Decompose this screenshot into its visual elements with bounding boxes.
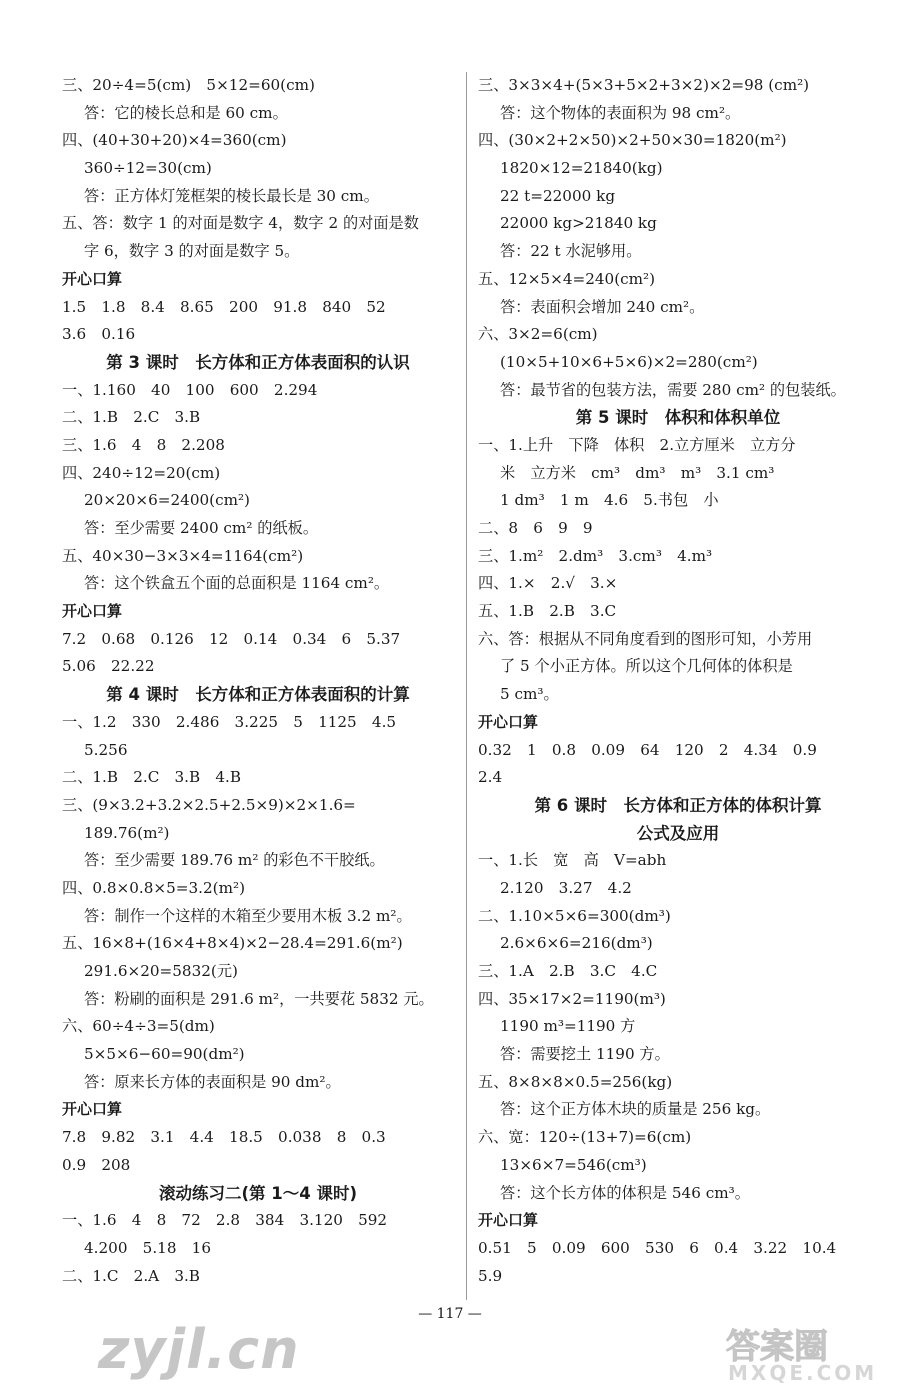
answer-line: 五、答：数字 1 的对面是数字 4，数字 2 的对面是数	[62, 214, 419, 233]
answer-line: 二、1.B 2.C 3.B 4.B	[62, 768, 242, 787]
answer-line: 二、1.10×5×6=300(dm³)	[478, 906, 671, 925]
answer-line: 一、1.6 4 8 72 2.8 384 3.120 592	[62, 1211, 388, 1230]
answer-line: 答：需要挖土 1190 方。	[500, 1045, 670, 1064]
answer-line: 2.6×6×6=216(dm³)	[500, 934, 653, 953]
mental-math-label: 开心口算	[478, 1211, 539, 1230]
answer-line: 答：至少需要 2400 cm² 的纸板。	[84, 519, 319, 537]
answer-line: 5×5×6−60=90(dm²)	[84, 1045, 245, 1064]
answer-line: 1.5 1.8 8.4 8.65 200 91.8 840 52	[62, 297, 386, 316]
answer-line: 0.9 208	[62, 1155, 131, 1174]
answer-line: 答：这个铁盒五个面的总面积是 1164 cm²。	[84, 574, 390, 593]
answer-line: 答：原来长方体的表面积是 90 dm²。	[84, 1072, 341, 1091]
answer-line: 六、60÷4÷3=5(dm)	[62, 1017, 215, 1036]
answer-line: 360÷12=30(cm)	[84, 159, 212, 178]
answer-line: 答：这个物体的表面积为 98 cm²。	[500, 103, 741, 122]
section-heading: 第 6 课时 长方体和正方体的体积计算	[534, 795, 822, 815]
answer-line: 四、0.8×0.8×5=3.2(m²)	[62, 878, 246, 897]
answer-line: 三、20÷4=5(cm) 5×12=60(cm)	[62, 76, 315, 94]
answer-line: 291.6×20=5832(元)	[84, 962, 238, 980]
column-divider	[466, 72, 467, 1300]
answer-line: 22000 kg>21840 kg	[500, 214, 657, 233]
answer-line: 7.8 9.82 3.1 4.4 18.5 0.038 8 0.3	[62, 1128, 386, 1147]
answer-line: 三、1.A 2.B 3.C 4.C	[478, 962, 658, 980]
answer-line: 三、(9×3.2+3.2×2.5+2.5×9)×2×1.6=	[62, 795, 356, 814]
left-column	[62, 72, 454, 1290]
answer-line: 答：这个正方体木块的质量是 256 kg。	[500, 1100, 771, 1119]
answer-line: 字 6，数字 3 的对面是数字 5。	[84, 242, 300, 261]
answer-line: 二、1.C 2.A 3.B	[62, 1266, 200, 1285]
answer-line: 四、35×17×2=1190(m³)	[478, 989, 666, 1008]
answer-line: 四、(30×2+2×50)×2+50×30=1820(m²)	[478, 131, 787, 150]
answer-line: 答：粉刷的面积是 291.6 m²，一共要花 5832 元。	[84, 989, 434, 1008]
answer-line: 0.32 1 0.8 0.09 64 120 2 4.34 0.9	[478, 740, 817, 759]
watermark-logo-text: 答案圈	[726, 1327, 828, 1367]
watermark-zyjl: zyjl.cn	[98, 1318, 300, 1381]
answer-line: 20×20×6=2400(cm²)	[84, 491, 250, 510]
answer-line: (10×5+10×6+5×6)×2=280(cm²)	[500, 352, 758, 371]
mental-math-label: 开心口算	[62, 602, 123, 621]
answer-line: 五、16×8+(16×4+8×4)×2−28.4=291.6(m²)	[62, 934, 403, 953]
answer-line: 六、3×2=6(cm)	[478, 325, 598, 344]
answer-line: 五、12×5×4=240(cm²)	[478, 269, 656, 288]
answer-line: 一、1.160 40 100 600 2.294	[62, 380, 318, 399]
answer-line: 答：22 t 水泥够用。	[500, 242, 642, 261]
answer-line: 米 立方米 cm³ dm³ m³ 3.1 cm³	[500, 463, 775, 482]
answer-line: 四、240÷12=20(cm)	[62, 463, 221, 482]
page-number: — 117 —	[418, 1306, 482, 1322]
answer-line: 四、1.× 2.√ 3.×	[478, 574, 618, 593]
answer-line: 一、1.上升 下降 体积 2.立方厘米 立方分	[478, 435, 796, 454]
answer-line: 三、1.6 4 8 2.208	[62, 435, 225, 454]
answer-line: 六、答：根据从不同角度看到的图形可知，小芳用	[478, 629, 813, 648]
section-heading: 滚动练习二(第 1～4 课时)	[158, 1183, 358, 1203]
section-heading: 第 3 课时 长方体和正方体表面积的认识	[106, 352, 410, 372]
right-column	[478, 72, 878, 1290]
answer-line: 了 5 个小正方体。所以这个几何体的体积是	[500, 657, 793, 676]
answer-line: 1 dm³ 1 m 4.6 5.书包 小	[500, 491, 719, 510]
answer-line: 二、8 6 9 9	[478, 519, 593, 537]
answer-line: 答：最节省的包装方法，需要 280 cm² 的包装纸。	[500, 380, 846, 399]
mental-math-label: 开心口算	[62, 269, 123, 288]
answer-line: 答：它的棱长总和是 60 cm。	[84, 103, 288, 122]
section-heading: 公式及应用	[636, 823, 720, 843]
answer-line: 答：这个长方体的体积是 546 cm³。	[500, 1183, 750, 1202]
answer-line: 5.9	[478, 1266, 503, 1285]
answer-line: 一、1.长 宽 高 V=abh	[478, 851, 667, 870]
answer-line: 答：表面积会增加 240 cm²。	[500, 297, 705, 316]
answer-line: 5 cm³。	[500, 685, 559, 704]
answer-line: 二、1.B 2.C 3.B	[62, 408, 201, 427]
answer-line: 1820×12=21840(kg)	[500, 159, 663, 178]
answer-line: 5.256	[84, 740, 128, 759]
answer-line: 五、1.B 2.B 3.C	[478, 602, 617, 621]
answer-line: 一、1.2 330 2.486 3.225 5 1125 4.5	[62, 712, 397, 731]
mental-math-label: 开心口算	[478, 712, 539, 731]
section-heading: 第 4 课时 长方体和正方体表面积的计算	[106, 685, 410, 705]
answer-line: 答：正方体灯笼框架的棱长最长是 30 cm。	[84, 186, 379, 205]
answer-line: 3.6 0.16	[62, 325, 136, 344]
answer-line: 答：至少需要 189.76 m² 的彩色不干胶纸。	[84, 851, 385, 870]
watermark-logo	[722, 1324, 892, 1384]
answer-line: 三、1.m² 2.dm³ 3.cm³ 4.m³	[478, 546, 713, 565]
answer-line: 4.200 5.18 16	[84, 1238, 211, 1257]
answer-line: 0.51 5 0.09 600 530 6 0.4 3.22 10.4	[478, 1238, 837, 1257]
answer-line: 四、(40+30+20)×4=360(cm)	[62, 131, 287, 150]
answer-line: 三、3×3×4+(5×3+5×2+3×2)×2=98 (cm²)	[478, 76, 810, 94]
answer-line: 1190 m³=1190 方	[500, 1017, 636, 1036]
answer-line: 13×6×7=546(cm³)	[500, 1155, 647, 1174]
answer-line: 2.120 3.27 4.2	[500, 878, 632, 897]
answer-line: 六、宽：120÷(13+7)=6(cm)	[478, 1128, 692, 1147]
answer-line: 2.4	[478, 768, 503, 787]
answer-line: 22 t=22000 kg	[500, 186, 616, 205]
mental-math-label: 开心口算	[62, 1100, 123, 1119]
watermark-logo-url: MXQE.COM	[728, 1361, 878, 1384]
answer-line: 5.06 22.22	[62, 657, 155, 676]
answer-line: 五、8×8×8×0.5=256(kg)	[478, 1072, 673, 1091]
section-heading: 第 5 课时 体积和体积单位	[575, 408, 781, 428]
answer-line: 五、40×30−3×3×4=1164(cm²)	[62, 546, 304, 565]
answer-line: 7.2 0.68 0.126 12 0.14 0.34 6 5.37	[62, 629, 401, 648]
answer-line: 189.76(m²)	[84, 823, 170, 842]
answer-line: 答：制作一个这样的木箱至少要用木板 3.2 m²。	[84, 906, 412, 925]
